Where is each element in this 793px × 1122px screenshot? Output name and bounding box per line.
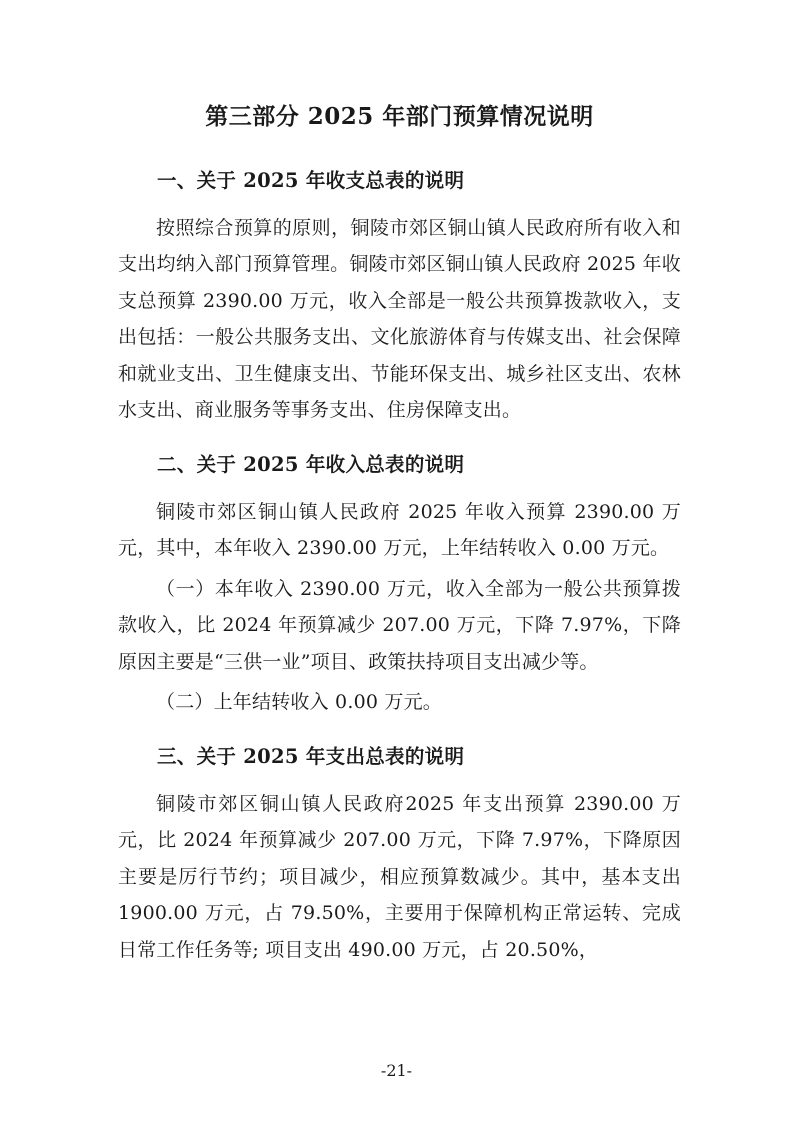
section-heading-1: 一、关于 2025 年收支总表的说明 <box>157 168 465 192</box>
section-2-paragraph-2: （一）本年收入 2390.00 万元，收入全部为一般公共预算拨款收入，比 2024 年预算减少 207.00 万元，下降 7.97%，下降原因主要是“三供一业”项目、政策扶持项目支出减少等。 <box>118 577 681 673</box>
section-2-paragraph-1: 铜陵市郊区铜山镇人民政府 2025 年收入预算 2390.00 万元，其中，本年收入 2390.00 万元，上年结转收入 0.00 万元。 <box>118 500 681 560</box>
page-number: -21- <box>380 1061 413 1080</box>
section-2-paragraph-3: （二）上年结转收入 0.00 万元。 <box>156 691 442 714</box>
section-3-paragraph-1: 铜陵市郊区铜山镇人民政府2025 年支出预算 2390.00 万元，比 2024 年预算减少 207.00 万元，下降 7.97%，下降原因主要是厉行节约；项目减少，相应预算数减少。其中，基本支出 1900.00 万元，占 79.50%，主要用于保障机构正常运转、完成日常工作任务等; 项目支出 490.00 万元，占 20.50%， <box>118 792 681 961</box>
page-title: 第三部分 2025 年部门预算情况说明 <box>205 103 594 130</box>
section-heading-3: 三、关于 2025 年支出总表的说明 <box>157 744 465 768</box>
section-1-paragraph-1: 按照综合预算的原则，铜陵市郊区铜山镇人民政府所有收入和支出均纳入部门预算管理。铜陵市郊区铜山镇人民政府 2025 年收支总预算 2390.00 万元，收入全部是一般公共预算拨款收入，支出包括：一般公共服务支出、文化旅游体育与传媒支出、社会保障和就业支出、卫生健康支出、节能环保支出、城乡社区支出、农林水支出、商业服务等事务支出、住房保障支出。 <box>118 216 681 422</box>
section-heading-2: 二、关于 2025 年收入总表的说明 <box>157 452 465 476</box>
